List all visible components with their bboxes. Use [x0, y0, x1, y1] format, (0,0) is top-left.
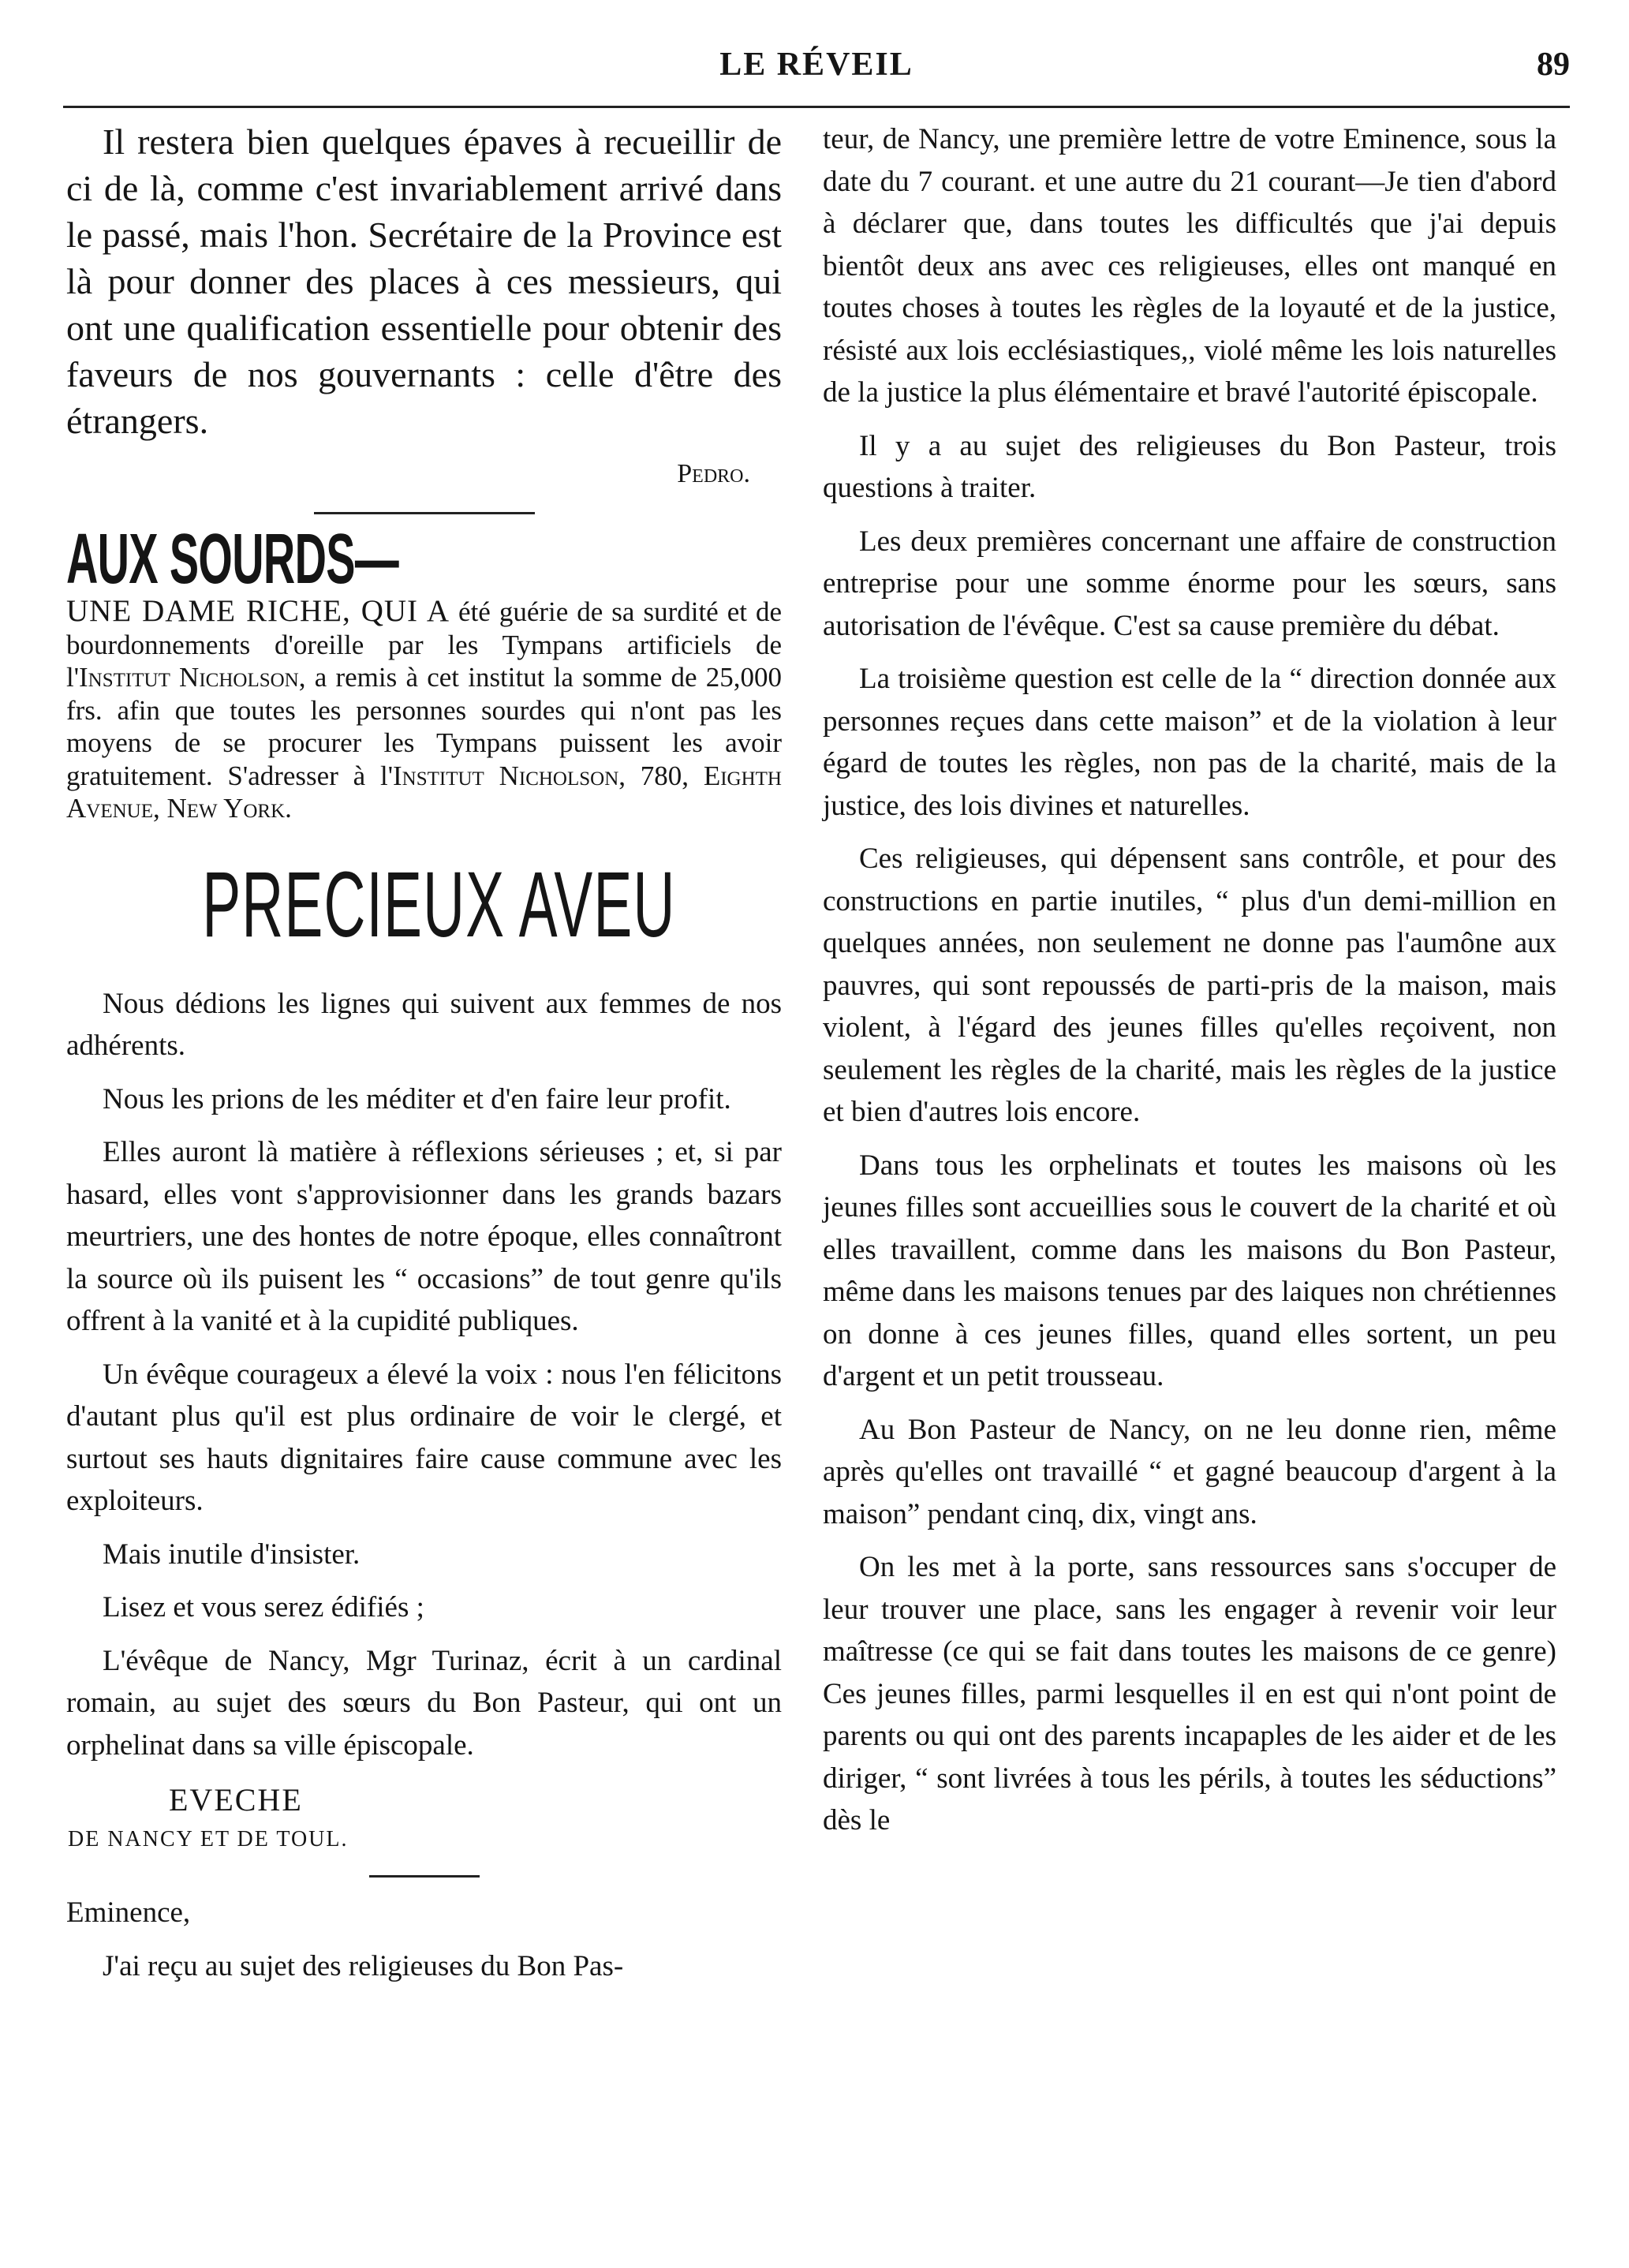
left-column [66, 118, 782, 1987]
article-title: PRECIEUX AVEU [202, 852, 676, 957]
page-number: 89 [1537, 47, 1570, 83]
ad-address: , 780, Eighth Avenue, New York. [66, 760, 782, 824]
header-rule [63, 106, 1570, 108]
ad-text-mid: , a remis à cet institut la somme de 25,000 frs. afin que toutes les personnes sourdes qui n'ont pas les moyens de se procurer les Tympans puissent les avoir gratuitement. S'adresser à l' [66, 662, 782, 791]
paragraph: Dans tous les orphelinats et toutes les maisons où les jeunes filles sont accueillies sous le couvert de la charité et où elles travaillent, comme dans les maisons du Bon Pasteur, même dans les maisons tenues par des laiques non chrétiennes on donne à ces jeunes filles, quand elles sortent, un peu d'argent et un petit trousseau. [823, 1149, 1556, 1392]
ad-headline-space [405, 529, 720, 595]
letterhead-line-2: DE NANCY ET DE TOUL. [68, 1827, 349, 1851]
section-divider [314, 512, 535, 514]
ad-headline: AUX SOURDS— [66, 520, 399, 599]
letterhead-line-1: EVECHE [169, 1782, 303, 1818]
paragraph: Au Bon Pasteur de Nancy, on ne leu donne rien, même après qu'elles ont travaillé “ et gagné beaucoup d'argent à la maison” pendant cinq, dix, vingt ans. [823, 1413, 1556, 1530]
paragraph: Lisez et vous serez édifiés ; [103, 1591, 424, 1623]
intro-paragraph: Il restera bien quelques épaves à recueillir de ci de là, comme c'est invariablement arrivé dans le passé, mais l'hon. Secrétaire de la Province est là pour donner des places à ces messieurs, qui ont une qualification essentielle pour obtenir des faveurs de nos gouvernants : celle d'être des étrangers. [66, 121, 782, 441]
letterhead [66, 1779, 782, 1858]
paragraph: Un évêque courageux a élevé la voix : nous l'en félicitons d'autant plus qu'il est plus ordinaire de voir le clergé, et surtout ses hauts dignitaires faire cause commune avec les exploiteurs. [66, 1358, 782, 1517]
page-header [63, 46, 1570, 93]
right-column [823, 118, 1556, 1842]
advertisement [66, 520, 783, 825]
paragraph: Mais inutile d'insister. [103, 1538, 361, 1571]
salutation: Eminence, [66, 1896, 191, 1929]
signature: Pedro. [677, 459, 750, 488]
paragraph: Elles auront là matière à réflexions sérieuses ; et, si par hasard, elles vont s'approvisionner dans les grands bazars meurtriers, une des hontes de notre époque, elles connaîtront la source où ils puisent les “ occasions” de tout genre qu'ils offrent à la vanité et à la cupidité publiques. [66, 1136, 782, 1337]
ad-lead: UNE DAME RICHE, QUI A [66, 594, 450, 628]
paragraph: Ces religieuses, qui dépensent sans contrôle, et pour des constructions en partie inutiles, “ plus d'un demi-million en quelques années, non seulement ne donne pas l'aumône aux pauvres, qui sont repoussés de parti-pris de la maison, mais violent, à l'égard des jeunes filles qu'elles reçoivent, non seulement les règles de la charité, mais les règles de la justice et bien d'autres lois encore. [823, 843, 1556, 1128]
running-title: LE RÉVEIL [719, 47, 914, 83]
paragraph: Nous les prions de les méditer et d'en faire leur profit. [103, 1082, 731, 1115]
paragraph: teur, de Nancy, une première lettre de votre Eminence, sous la date du 7 courant. et une autre du 21 courant—Je tien d'abord à déclarer que, dans toutes les difficultés que j'ai depuis bientôt deux ans avec ces religieuses, elles ont manqué en toutes choses à toutes les règles de la loyauté et de la justice, résisté aux lois ecclésiastiques,, violé même les lois naturelles de la justice la plus élémentaire et bravé l'autorité épiscopale. [823, 123, 1556, 409]
paragraph: La troisième question est celle de la “ direction donnée aux personnes reçues dans cette maison” et de la violation à leur égard de toutes les règles, non pas de la charité, mais de la justice, des lois divines et naturelles. [823, 663, 1556, 822]
letter-start: J'ai reçu au sujet des religieuses du Bon Pas- [103, 1949, 624, 1982]
paragraph: On les met à la porte, sans ressources sans s'occuper de leur trouver une place, sans les engager à revenir voir leur maîtresse (ce qui se fait dans toutes les maisons de ce genre) Ces jeunes filles, parmi lesquelles il en est qui n'ont point de parents ou qui ont des parents incapaples de les aider et de les diriger, “ sont livrées à tous les périls, à toutes les séductions” dès le [823, 1551, 1556, 1836]
ad-institute-name-2: Institut Nicholson [393, 760, 619, 791]
paragraph: Nous dédions les lignes qui suivent aux femmes de nos adhérents. [66, 987, 782, 1062]
paragraph: L'évêque de Nancy, Mgr Turinaz, écrit à un cardinal romain, au sujet des sœurs du Bon Pasteur, qui ont un orphelinat dans sa ville épiscopale. [66, 1644, 782, 1762]
paragraph: Il y a au sujet des religieuses du Bon Pasteur, trois questions à traiter. [823, 429, 1556, 504]
paragraph: Les deux premières concernant une affaire de construction entreprise pour une somme énorme pour les sœurs, sans autorisation de l'évêque. C'est sa cause première du débat. [823, 525, 1556, 642]
ad-text: été guérie de sa surdité et de bourdonnements d'oreille par les Tympans artificiels de l' [66, 596, 783, 693]
ad-institute-name: Institut Nicholson [79, 662, 299, 693]
letterhead-divider [369, 1875, 480, 1878]
